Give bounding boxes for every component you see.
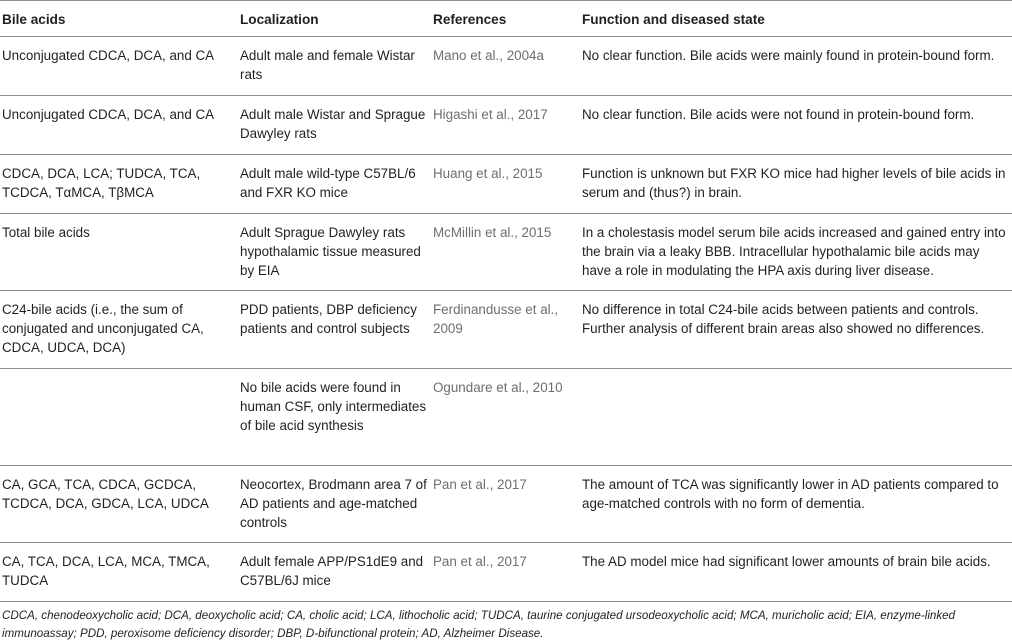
cell-localization: Neocortex, Brodmann area 7 of AD patients and age-matched controls xyxy=(240,477,427,530)
cell-reference-link[interactable]: Huang et al., 2015 xyxy=(433,166,543,181)
cell-localization: Adult male wild-type C57BL/6 and FXR KO mice xyxy=(240,166,416,200)
cell-bile-acids: Unconjugated CDCA, DCA, and CA xyxy=(2,107,215,122)
cell-function: Function is unknown but FXR KO mice had higher levels of bile acids in serum and (thus?) in brain. xyxy=(582,166,1006,200)
cell-reference-link[interactable]: Ogundare et al., 2010 xyxy=(433,380,563,395)
cell-reference-link[interactable]: Mano et al., 2004a xyxy=(433,48,544,63)
table-footnote: CDCA, chenodeoxycholic acid; DCA, deoxycholic acid; CA, cholic acid; LCA, lithocholic acid; TUDCA, taurine conjugated ursodeoxycholic acid; MCA, muricholic acid; EIA, enzyme-linked immunoassay; PDD, peroxisome deficiency disorder; DBP, D-bifunctional protein; AD, Alzheimer Disease. xyxy=(2,609,956,640)
cell-function: No difference in total C24-bile acids between patients and controls. Further analysis of different brain areas also showed no differences. xyxy=(582,302,985,336)
cell-bile-acids xyxy=(0,369,240,465)
cell-localization: No bile acids were found in human CSF, only intermediates of bile acid synthesis xyxy=(240,380,427,433)
header-references: References xyxy=(433,12,507,27)
table-row xyxy=(0,291,1012,369)
table-row xyxy=(0,214,1012,291)
cell-bile-acids: Total bile acids xyxy=(2,225,90,240)
table-row xyxy=(0,466,1012,543)
cell-localization: PDD patients, DBP deficiency patients and control subjects xyxy=(240,302,417,336)
cell-reference-link[interactable]: Pan et al., 2017 xyxy=(433,477,527,492)
cell-reference-link[interactable]: Higashi et al., 2017 xyxy=(433,107,548,122)
cell-bile-acids: CA, TCA, DCA, LCA, MCA, TMCA, TUDCA xyxy=(2,554,210,588)
cell-reference-link[interactable]: McMillin et al., 2015 xyxy=(433,225,552,240)
cell-function xyxy=(582,369,1012,465)
table-row xyxy=(0,155,1012,214)
cell-reference-link[interactable]: Ferdinandusse et al., 2009 xyxy=(433,302,559,336)
cell-reference-link[interactable]: Pan et al., 2017 xyxy=(433,554,527,569)
cell-function: In a cholestasis model serum bile acids increased and gained entry into the brain via a leaky BBB. Intracellular hypothalamic bile acids may have a role in modulating the HPA axis during liver disease. xyxy=(582,225,1006,278)
cell-function: No clear function. Bile acids were not found in protein-bound form. xyxy=(582,107,975,122)
cell-localization: Adult male and female Wistar rats xyxy=(240,48,415,82)
cell-function: The amount of TCA was significantly lower in AD patients compared to age-matched controls with no form of dementia. xyxy=(582,477,999,511)
cell-bile-acids: Unconjugated CDCA, DCA, and CA xyxy=(2,48,215,63)
header-bile-acids: Bile acids xyxy=(2,12,66,27)
cell-function: The AD model mice had significant lower amounts of brain bile acids. xyxy=(582,554,991,569)
table-row xyxy=(0,369,1012,466)
header-localization: Localization xyxy=(240,12,319,27)
table-row xyxy=(0,37,1012,96)
cell-localization: Adult male Wistar and Sprague Dawyley rats xyxy=(240,107,426,141)
cell-bile-acids: CA, GCA, TCA, CDCA, GCDCA, TCDCA, DCA, GDCA, LCA, UDCA xyxy=(2,477,209,511)
table-row xyxy=(0,543,1012,602)
table-header-row xyxy=(0,1,1012,37)
header-function: Function and diseased state xyxy=(582,12,765,27)
cell-bile-acids: CDCA, DCA, LCA; TUDCA, TCA, TCDCA, TαMCA, TβMCA xyxy=(2,166,201,200)
cell-function: No clear function. Bile acids were mainly found in protein-bound form. xyxy=(582,48,995,63)
cell-localization: Adult Sprague Dawyley rats hypothalamic tissue measured by EIA xyxy=(240,225,421,278)
cell-bile-acids: C24-bile acids (i.e., the sum of conjugated and unconjugated CA, CDCA, UDCA, DCA) xyxy=(2,302,204,355)
cell-localization: Adult female APP/PS1dE9 and C57BL/6J mice xyxy=(240,554,424,588)
table-row xyxy=(0,96,1012,155)
